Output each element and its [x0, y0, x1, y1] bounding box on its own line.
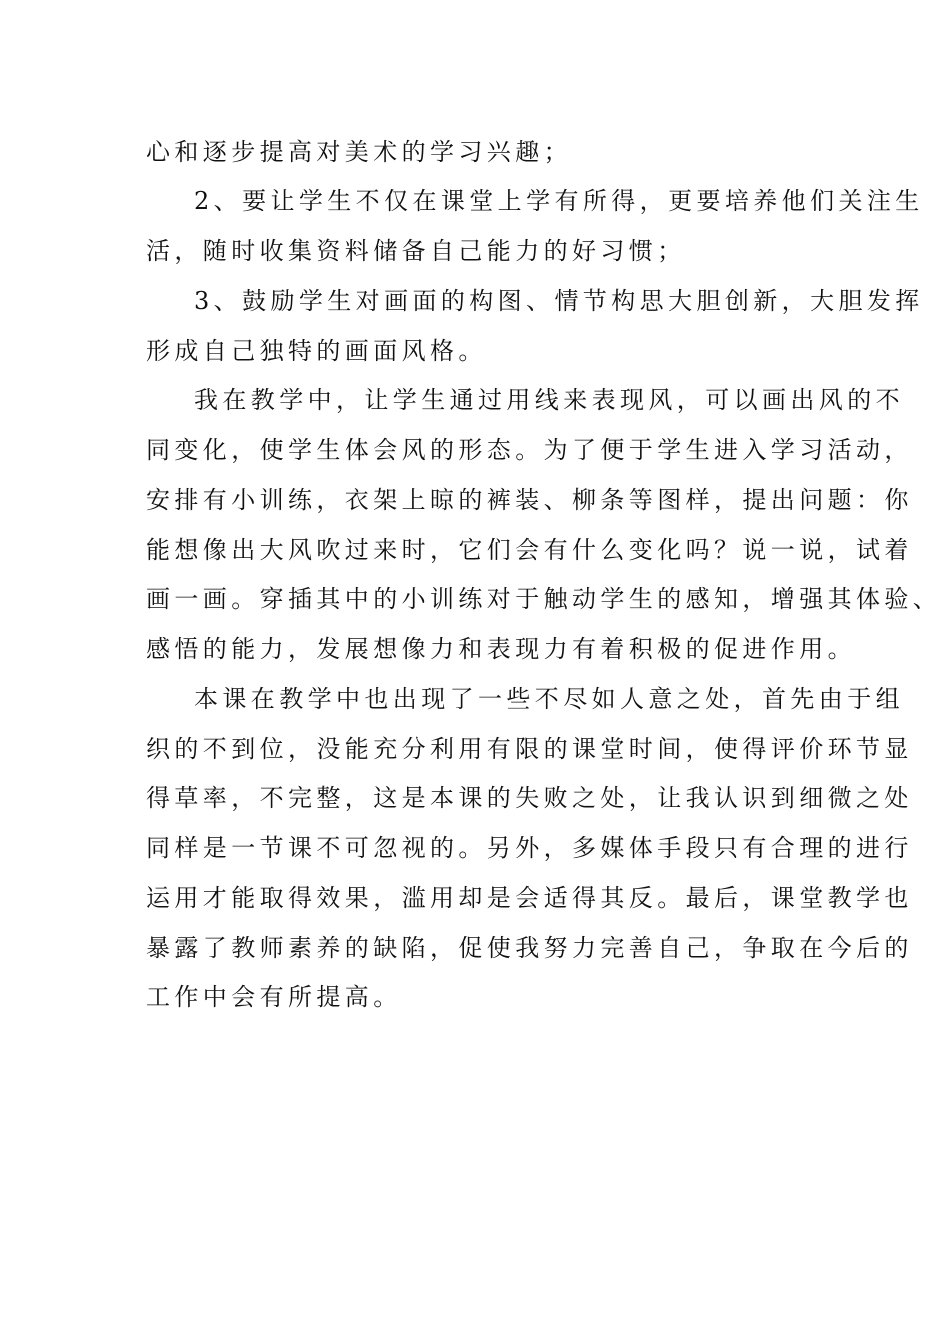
paragraph-line: 暴露了教师素养的缺陷，促使我努力完善自己，争取在今后的	[146, 934, 913, 962]
paragraph-line: 运用才能取得效果，滥用却是会适得其反。最后，课堂教学也	[146, 884, 913, 912]
paragraph-line: 3、鼓励学生对画面的构图、情节构思大胆创新，大胆发挥	[194, 287, 924, 315]
paragraph-line: 安排有小训练，衣架上晾的裤装、柳条等图样，提出问题：你	[146, 486, 913, 514]
paragraph-line: 能想像出大风吹过来时，它们会有什么变化吗？说一说，试着	[146, 536, 913, 564]
paragraph-line: 画一画。穿插其中的小训练对于触动学生的感知，增强其体验、	[146, 585, 942, 613]
paragraph-line: 同样是一节课不可忽视的。另外，多媒体手段只有合理的进行	[146, 834, 913, 862]
paragraph-line: 同变化，使学生体会风的形态。为了便于学生进入学习活动，	[146, 436, 913, 464]
paragraph-line: 感悟的能力，发展想像力和表现力有着积极的促进作用。	[146, 635, 856, 663]
paragraph-line: 2、要让学生不仅在课堂上学有所得，更要培养他们关注生	[194, 187, 924, 215]
paragraph-line: 工作中会有所提高。	[146, 983, 402, 1011]
paragraph-line: 我在教学中，让学生通过用线来表现风，可以画出风的不	[194, 386, 904, 414]
paragraph-line: 活，随时收集资料储备自己能力的好习惯；	[146, 237, 686, 265]
paragraph-line: 心和逐步提高对美术的学习兴趣；	[146, 138, 572, 166]
paragraph-line: 形成自己独特的画面风格。	[146, 337, 487, 365]
paragraph-line: 本课在教学中也出现了一些不尽如人意之处，首先由于组	[194, 685, 904, 713]
paragraph-line: 得草率，不完整，这是本课的失败之处，让我认识到细微之处	[146, 784, 913, 812]
paragraph-line: 织的不到位，没能充分利用有限的课堂时间，使得评价环节显	[146, 735, 913, 763]
